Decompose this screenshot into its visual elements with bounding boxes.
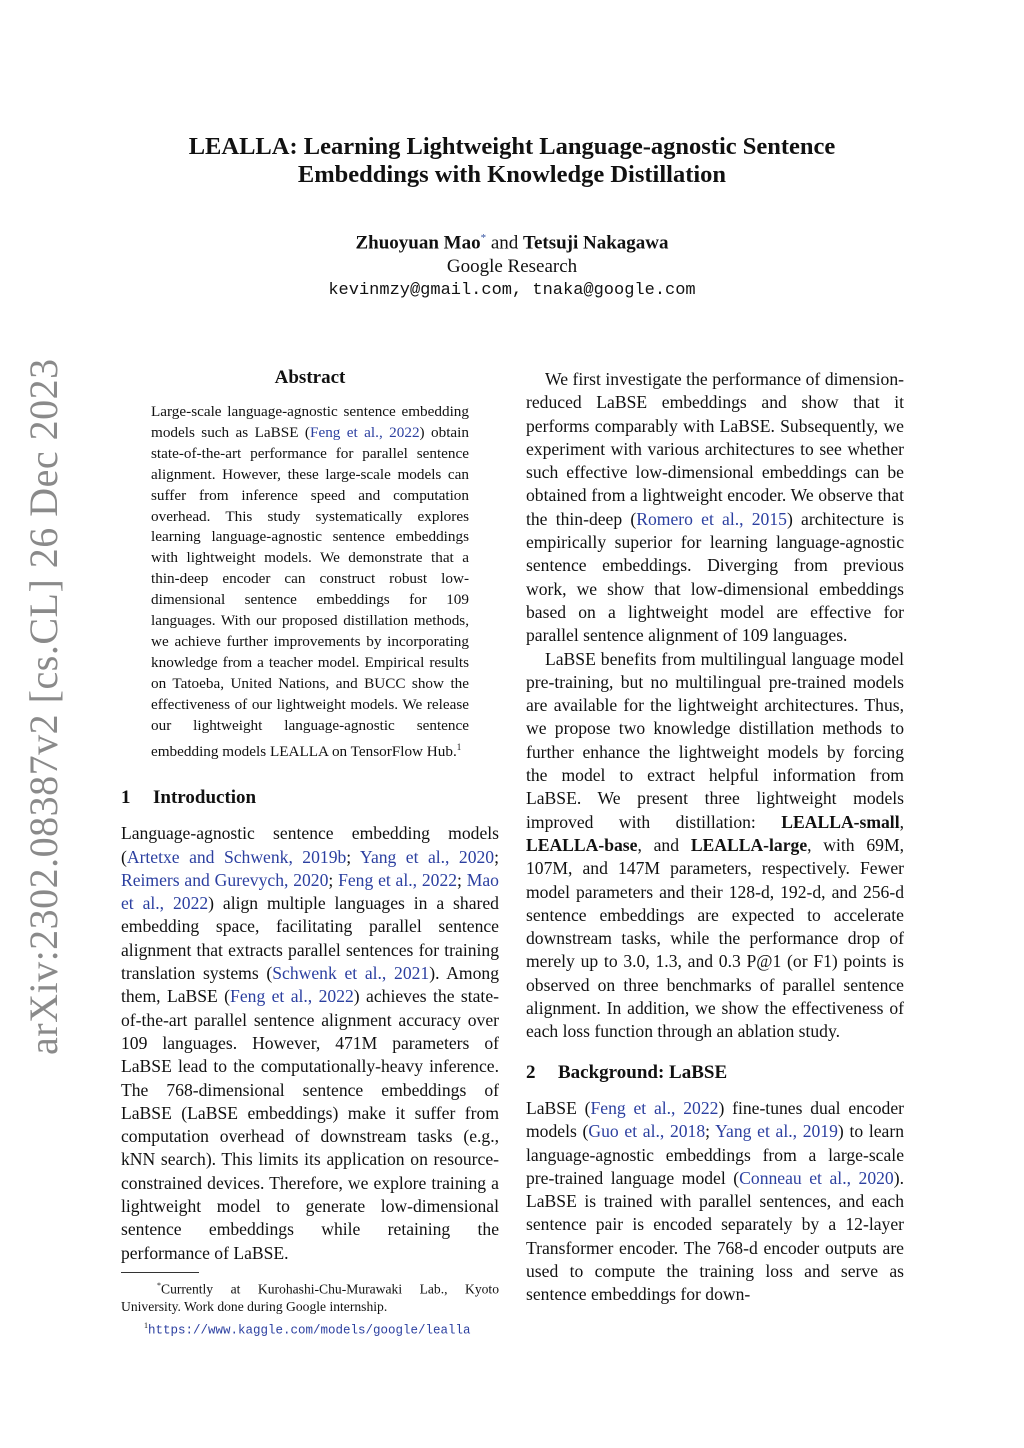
abstract-text: Large-scale language-agnostic sentence embedding models such as LaBSE (: [151, 403, 469, 441]
abstract-text: ) obtain state-of-the-art performance for parallel sentence alignment. However, these large-scale models can suffer from inference speed and computation overhead. This study systematically explores learning language-agnostic sentence embeddings with lightweight models. We demonstrate that a thin-deep encoder can construct robust low-dimensional sentence embeddings for 109 languages. With our proposed distillation methods, we achieve further improvements by incorporating knowledge from a teacher model. Empirical results on Tatoeba, United Nations, and BUCC show the effectiveness of our lightweight models. We release our lightweight language-agnostic sentence embedding models LEALLA on TensorFlow Hub.: [151, 423, 469, 760]
citation-link[interactable]: Reimers and Gurevych, 2020: [121, 869, 329, 890]
paragraph: LaBSE (Feng et al., 2022) fine-tunes dual encoder models (Guo et al., 2018; Yang et al., 2019) to learn language-agnostic embeddings from a large-scale pre-trained language model (Conneau et al., 2020). LaBSE is trained with parallel sentences, and each sentence pair is encoded separately by a 12-layer Transformer encoder. The 768-d encoder outputs are used to compute the training loss and serve as sentence embeddings for down-: [526, 1097, 904, 1305]
footnotes: [121, 1272, 499, 1339]
left-column: [121, 786, 499, 1265]
citation-link[interactable]: Schwenk et al., 2021: [272, 963, 430, 984]
author-block: [120, 226, 904, 303]
citation-link[interactable]: Guo et al., 2018: [588, 1121, 706, 1142]
author-conjunction: and: [490, 232, 519, 254]
title-line-1: LEALLA: Learning Lightweight Language-agnostic Sentence: [188, 133, 836, 160]
citation-link[interactable]: Feng et al., 2022: [590, 1097, 719, 1118]
citation-link[interactable]: Artetxe and Schwenk, 2019b: [126, 846, 347, 867]
author-emails: kevinmzy@gmail.com, tnaka@google.com: [328, 281, 696, 301]
model-name: LEALLA-base: [526, 834, 638, 855]
model-name: LEALLA-large: [690, 834, 808, 855]
citation-link[interactable]: Feng et al., 2022: [230, 986, 354, 1007]
citation-link[interactable]: Feng et al., 2022: [310, 423, 420, 441]
section-heading-introduction: [121, 786, 499, 809]
intro-paragraph: Language-agnostic sentence embedding models (Artetxe and Schwenk, 2019b; Yang et al., 2020; Reimers and Gurevych, 2020; Feng et al., 2022; Mao et al., 2022) align multiple languages in a shared embedding space, facilitating parallel sentence alignment that extracts parallel sentences for training translation systems (Schwenk et al., 2021). Among them, LaBSE (Feng et al., 2022) achieves the state-of-the-art parallel sentence alignment accuracy over 109 languages. However, 471M parameters of LaBSE lead to the computationally-heavy inference. The 768-dimensional sentence embeddings of LaBSE (LaBSE embeddings) make it suffer from computation overhead of downstream tasks (e.g., kNN search). This limits its application on resource-constrained devices. Therefore, we explore training a lightweight model to generate low-dimensional sentence embeddings while retaining the performance of LaBSE.: [121, 823, 499, 1263]
citation-link[interactable]: Romero et al., 2015: [636, 508, 787, 529]
footnote-2-mark: 1: [144, 1320, 148, 1330]
title-line-2: Embeddings with Knowledge Distillation: [297, 161, 727, 188]
author-2: Tetsuji Nakagawa: [523, 232, 669, 254]
author-1-footnote-mark[interactable]: *: [480, 232, 487, 244]
section-title: Background: LaBSE: [558, 1061, 728, 1083]
citation-link[interactable]: Yang et al., 2019: [715, 1121, 838, 1142]
section-number: 2: [526, 1061, 536, 1083]
footnote-1-text: Currently at Kurohashi-Chu-Murawaki Lab., Kyoto University. Work done during Google internship.: [121, 1281, 499, 1314]
footnote-mark[interactable]: 1: [456, 741, 462, 752]
section-heading-background: [526, 1061, 904, 1084]
paper-title: [120, 133, 904, 189]
citation-link[interactable]: Conneau et al., 2020: [739, 1167, 894, 1188]
abstract-heading: Abstract: [274, 367, 346, 388]
model-name: LEALLA-small: [781, 811, 900, 832]
footnote-divider: [121, 1272, 199, 1273]
paragraph: We first investigate the performance of dimension-reduced LaBSE embeddings and show that it performs comparably with LaBSE. Subsequently, we experiment with various architectures to see whether such effective low-dimensional embeddings can be obtained from a lightweight encoder. We observe that the thin-deep (Romero et al., 2015) architecture is empirically superior for learning language-agnostic sentence embeddings. Diverging from previous work, we show that low-dimensional embeddings based on a lightweight model are effective for parallel sentence alignment of 109 languages.: [526, 369, 904, 646]
right-column: [526, 368, 904, 1307]
footnote-2-url[interactable]: https://www.kaggle.com/models/google/lealla: [148, 1323, 471, 1338]
arxiv-identifier: arXiv:2302.08387v2 [cs.CL] 26 Dec 2023: [21, 358, 66, 1055]
citation-link[interactable]: Yang et al., 2020: [360, 846, 495, 867]
abstract-body: [151, 402, 469, 762]
author-line: [120, 226, 904, 255]
citation-link[interactable]: Feng et al., 2022: [338, 869, 458, 890]
footnote-2: [121, 1317, 499, 1340]
affiliation: Google Research: [446, 256, 578, 278]
paragraph: LaBSE benefits from multilingual language model pre-training, but no multilingual pre-trained models are available for the lightweight architectures. Thus, we propose two knowledge distillation methods to further enhance the lightweight models by forcing the model to extract helpful information from LaBSE. We present three lightweight models improved with distillation: LEALLA-small, LEALLA-base, and LEALLA-large, with 69M, 107M, and 147M parameters, respectively. Fewer model parameters and their 128-d, 192-d, and 256-d sentence embeddings are expected to accelerate downstream tasks, while the performance drop of merely up to 3.0, 1.3, and 0.3 P@1 (or F1) points is observed on three benchmarks of parallel sentence alignment. In addition, we show the effectiveness of each loss function through an ablation study.: [526, 648, 904, 1042]
section-number: 1: [121, 787, 131, 808]
author-1: Zhuoyuan Mao: [355, 232, 481, 254]
footnote-1: [121, 1277, 499, 1315]
citation-link[interactable]: Mao et al., 2022: [121, 869, 499, 914]
section-title: Introduction: [153, 787, 257, 808]
footnote-1-mark: *: [157, 1281, 161, 1290]
